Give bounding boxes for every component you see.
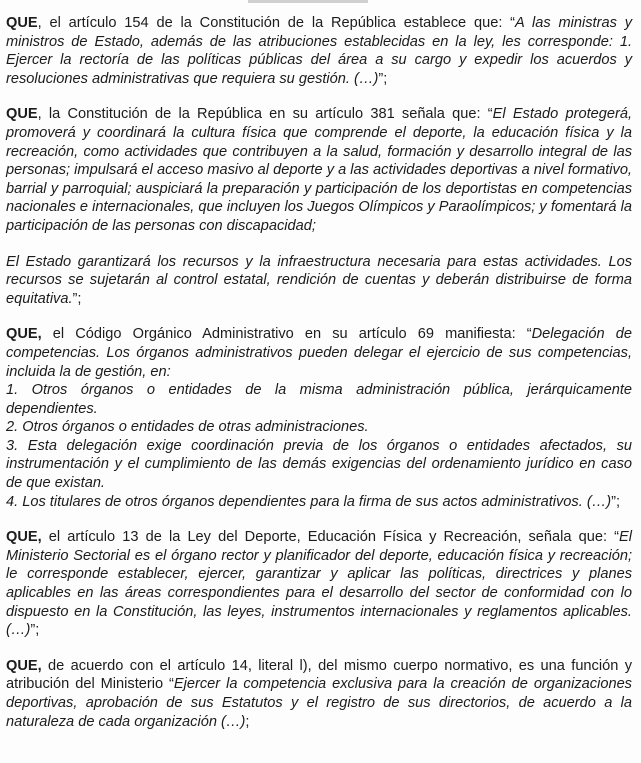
paragraph-art-14	[6, 657, 632, 731]
quoted-text: Ejercer la competencia exclusiva para la creación de organizaciones deportivas, aprobación de sus Estatutos y el registro de sus directorios, de acuerdo a la naturaleza de cada organización (…)	[6, 676, 632, 730]
list-item-4	[6, 493, 632, 512]
paragraph-art-154	[6, 14, 632, 88]
tail-text: ;	[245, 713, 250, 730]
keyword-que: QUE,	[6, 657, 42, 674]
keyword-que: QUE,	[6, 326, 42, 343]
quoted-text: 4. Los titulares de otros órganos dependientes para la firma de sus actos administrativos. (…)	[6, 493, 612, 510]
keyword-que: QUE	[6, 106, 38, 123]
paragraph-art-381-cont	[6, 253, 632, 309]
paragraph-art-381	[6, 105, 632, 235]
tail-text: ”;	[611, 493, 621, 510]
lead-text: , la Constitución de la República en su artículo 381 señala que: “	[37, 106, 493, 123]
lead-text: de acuerdo con el artículo 14, literal l), del mismo cuerpo normativo, es una función y atribución del Ministerio “	[6, 657, 632, 693]
quoted-text: Delegación de competencias. Los órganos administrativos pueden delegar el ejercicio de sus competencias, incluida la de gestión, en:	[6, 326, 633, 380]
header-line	[248, 0, 368, 3]
paragraph-art-69	[6, 325, 632, 381]
keyword-que: QUE	[6, 15, 38, 31]
list-item-1	[6, 381, 632, 418]
quoted-text: El Estado garantizará los recursos y la infraestructura necesaria para estas actividades. Los recursos se sujetarán al control estatal, rendición de cuentas y deberán distribuirse de forma equitativa.	[6, 253, 632, 307]
paragraph-art-13	[6, 528, 632, 640]
lead-text: , el artículo 154 de la Constitución de la República establece que: “	[37, 15, 516, 31]
quoted-text: 2. Otros órganos o entidades de otras administraciones.	[6, 419, 369, 436]
list-item-3	[6, 437, 632, 493]
lead-text: el artículo 13 de la Ley del Deporte, Educación Física y Recreación, señala que: “	[41, 529, 620, 546]
list-item-2	[6, 418, 632, 437]
quoted-text: El Estado protegerá, promoverá y coordinará la cultura física que comprende el deporte, la educación física y la recreación, como actividades que contribuyen a la salud, formación y desarrollo integral de las personas; impulsará el acceso masivo al deporte y a las actividades deportivas a nivel formativo, barrial y parroquial; auspiciará la preparación y participación de los deportistas en competencias nacionales e internacionales, que incluyen los Juegos Olímpicos y Paraolímpicos; y fomentará la participación de las personas con discapacidad;	[6, 106, 633, 234]
tail-text: ”;	[378, 70, 388, 87]
quoted-text: El Ministerio Sectorial es el órgano rector y planificador del deporte, educación física y recreación; le corresponde establecer, ejercer, garantizar y aplicar las políticas, directrices y planes aplicables en las áreas correspondientes para el desarrollo del sector de conformidad con lo dispuesto en la Constitución, las leyes, instrumentos internacionales y reglamentos aplicables. (…)	[6, 529, 632, 639]
quoted-text: 3. Esta delegación exige coordinación previa de los órganos o entidades afectados, su instrumentación y el cumplimiento de las demás exigencias del ordenamiento jurídico en caso de que existan.	[6, 437, 632, 492]
keyword-que: QUE,	[6, 529, 42, 546]
quoted-text: A las ministras y ministros de Estado, además de las atribuciones establecidas en la ley, les corresponde: 1. Ejercer la rectoría de las políticas públicas del área a su cargo y expedir los acuerdos y resoluciones administrativas que requiera su gestión. (…)	[6, 15, 632, 87]
quoted-text: 1. Otros órganos o entidades de la misma administración pública, jerárquicamente dependientes.	[6, 382, 632, 417]
lead-text: el Código Orgánico Administrativo en su artículo 69 manifiesta: “	[41, 326, 532, 343]
tail-text: ”;	[30, 622, 40, 639]
tail-text: ”;	[72, 290, 82, 307]
